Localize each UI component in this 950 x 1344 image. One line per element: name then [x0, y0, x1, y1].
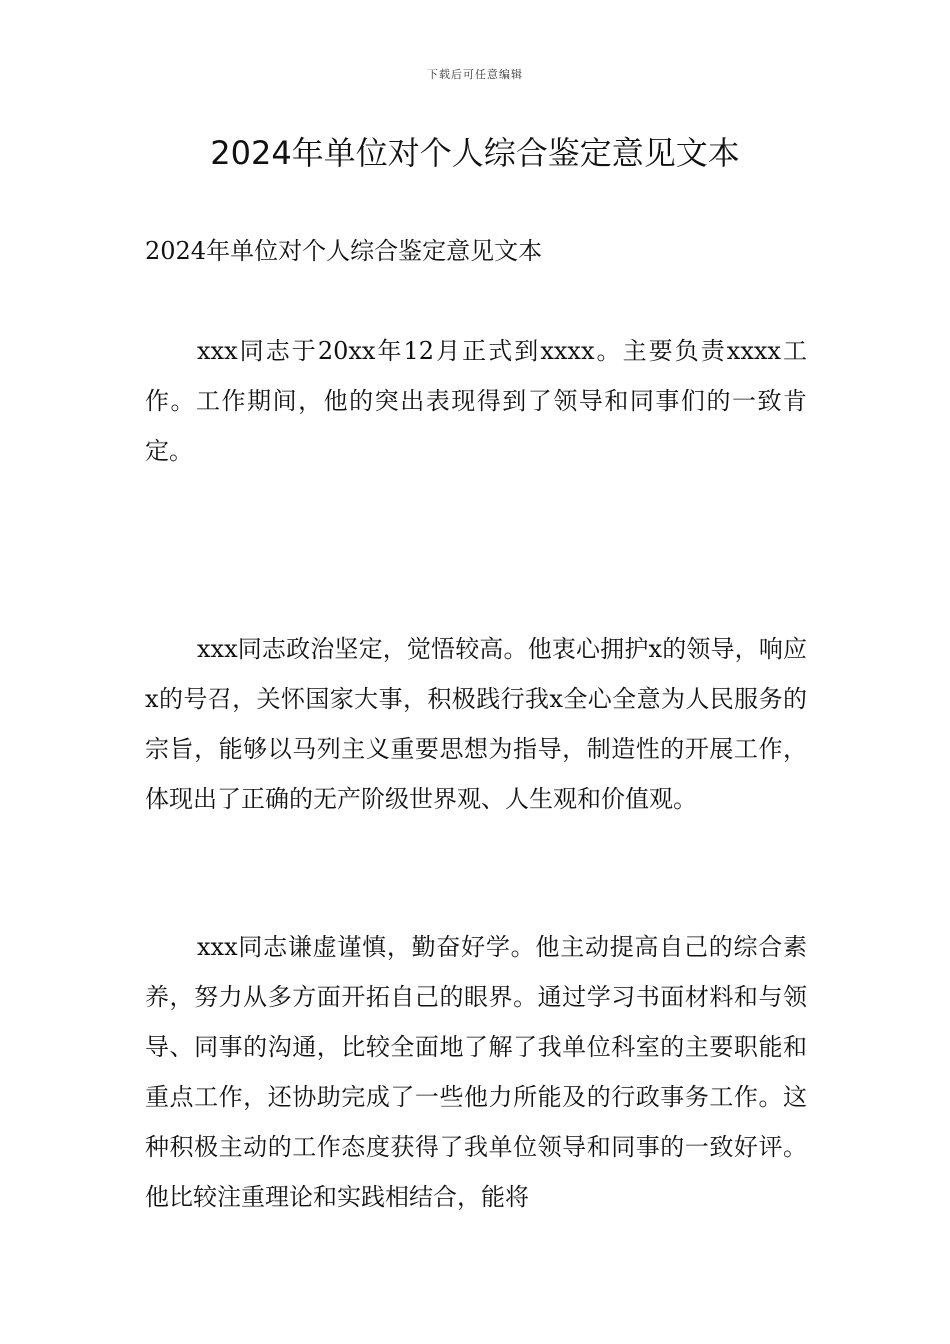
paragraph-2: xxx同志政治坚定，觉悟较高。他衷心拥护x的领导，响应x的号召，关怀国家大事，积极践行我x全心全意为人民服务的宗旨，能够以马列主义重要思想为指导，制造性的开展工作，体现出了正确的无产阶级世界观、人生观和价值观。	[145, 635, 807, 813]
paragraph-1: xxx同志于20xx年12月正式到xxxx。主要负责xxxx工作。工作期间，他的突出表现得到了领导和同事们的一致肯定。	[145, 337, 807, 465]
document-subtitle: 2024年单位对个人综合鉴定意见文本	[145, 237, 543, 265]
header-note: 下载后可任意编辑	[427, 68, 523, 81]
paragraph-3: xxx同志谦虚谨慎，勤奋好学。他主动提高自己的综合素养，努力从多方面开拓自己的眼界。通过学习书面材料和与领导、同事的沟通，比较全面地了解了我单位科室的主要职能和重点工作，还协助完成了一些他力所能及的行政事务工作。这种积极主动的工作态度获得了我单位领导和同事的一致好评。他比较注重理论和实践相结合，能将	[145, 933, 807, 1211]
document-title: 2024年单位对个人综合鉴定意见文本	[210, 134, 740, 172]
